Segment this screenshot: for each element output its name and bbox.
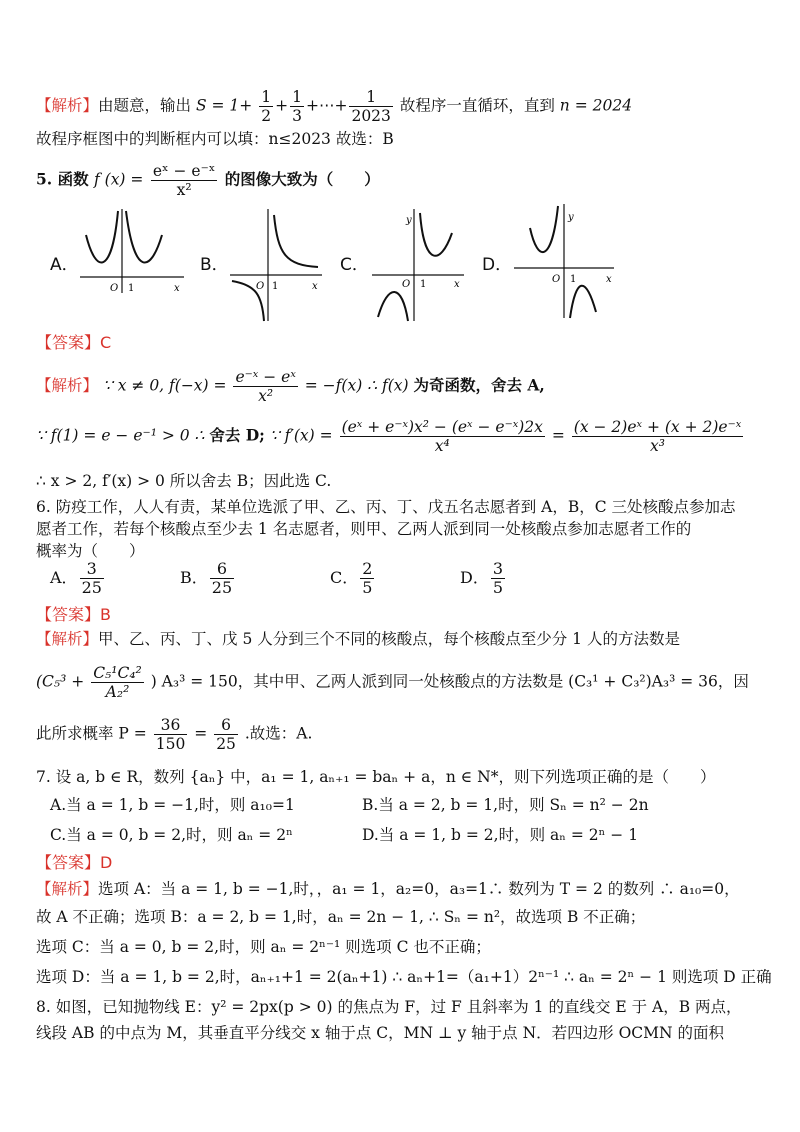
p4-analysis-line2: 故程序框图中的判断框内可以填：n≤2023 故选：B	[36, 130, 394, 148]
q7-option-d: D.当 a = 1, b = 2,时，则 aₙ = 2ⁿ − 1	[362, 826, 639, 844]
q6-analysis-line2: (C₅³ + $\frac{\text{C₅¹C₄²}}{\text{A₂²}}$ ) A₃³ = 150，其中甲、乙两人派到同一处核酸点的方法数是 (C₃¹ + C₃²)A₃³ = 36，因	[36, 664, 749, 701]
svg-text:y: y	[406, 215, 412, 226]
svg-text:x: x	[312, 281, 318, 292]
svg-text:y: y	[568, 212, 574, 223]
q7-analysis-line1: 【解析】选项 A：当 a = 1, b = −1,时，，a₁ = 1，a₂=0，a₃=1∴ 数列为 T = 2 的数列 ∴ a₁₀=0，	[36, 880, 740, 898]
q7-analysis-line2: 故 A 不正确；选项 B：a = 2, b = 1,时，aₙ = 2n − 1, ∴ Sₙ = n²，故选项 B 不正确；	[36, 908, 646, 926]
svg-text:x: x	[174, 283, 180, 294]
svg-text:x: x	[454, 279, 460, 290]
svg-text:O: O	[256, 281, 265, 292]
svg-text:O: O	[110, 283, 119, 294]
svg-text:1: 1	[570, 274, 577, 285]
q6-answer: 【答案】B	[36, 605, 111, 624]
p4-analysis-line1: 【解析】由题意，输出 S = 1+ $\frac{1}{2}$ + $\frac{1}{3}$ +⋯+ $\frac{1}{2023}$ 故程序一直循环，直到 n = 2024	[36, 88, 633, 125]
q7-analysis-line4: 选项 D：当 a = 1, b = 2,时，aₙ₊₁+1 = 2(aₙ+1) ∴ aₙ+1=（a₁+1）2ⁿ⁻¹ ∴ aₙ = 2ⁿ − 1 则选项 D 正确	[36, 968, 772, 986]
q5-option-d-label: D．	[482, 255, 513, 275]
q7-option-a: A.当 a = 1, b = −1,时，则 a₁₀=1	[50, 796, 295, 814]
q5-analysis-line2: ∵ f(1) = e − e⁻¹ > 0 ∴ 舍去 D; ∵ f′(x) = $\frac{\text{(eˣ + e⁻ˣ)x² − (eˣ − e⁻ˣ)2x}}{\text{x⁴}}$ = $\frac{\text{(x − 2)eˣ + (x + 2)e⁻ˣ}}{\text{x³}}$	[36, 418, 742, 455]
q5-graph-a	[78, 205, 188, 295]
q6-option-c: C． $\frac{2}{5}$	[330, 559, 373, 597]
svg-text:O: O	[552, 274, 561, 285]
q5-analysis-line1: 【解析】 ∵ x ≠ 0, f(−x) = $\frac{\text{e⁻ˣ − eˣ}}{\text{x²}}$ = −f(x) ∴ f(x) 为奇函数，舍去 A,	[36, 368, 545, 405]
q5-analysis-line3: ∴ x > 2, f′(x) > 0 所以舍去 B；因此选 C.	[36, 472, 332, 490]
svg-text:1: 1	[272, 281, 279, 292]
q6-analysis-line1: 【解析】甲、乙、丙、丁、戊 5 人分到三个不同的核酸点，每个核酸点至少分 1 人的方法数是	[36, 630, 680, 648]
q5-stem: 5. 函数 f (x) = $\frac{\text{eˣ − e⁻ˣ}}{\text{x²}}$ 的图像大致为（ ）	[36, 162, 380, 199]
svg-text:1: 1	[420, 279, 427, 290]
q6-option-b: B． $\frac{6}{25}$	[180, 559, 233, 597]
analysis-tag: 【解析】	[36, 96, 99, 115]
q6-stem-line3: 概率为（ ）	[36, 542, 145, 560]
q6-analysis-line3: 此所求概率 P = $\frac{36}{150}$ = $\frac{6}{25}$ .故选：A.	[36, 716, 313, 753]
q5-fraction: $\frac{\text{eˣ − e⁻ˣ}}{\text{x²}}$	[152, 162, 216, 199]
q7-stem: 7. 设 a, b ∈ R，数列 {aₙ} 中，a₁ = 1, aₙ₊₁ = baₙ + a，n ∈ N*，则下列选项正确的是（ ）	[36, 768, 716, 786]
q5-option-a-label: A．	[50, 255, 79, 275]
q5-graph-b	[226, 205, 326, 325]
q5-answer: 【答案】C	[36, 333, 112, 352]
q8-stem-line2: 线段 AB 的中点为 M，其垂直平分线交 x 轴于点 C，MN ⊥ y 轴于点 N．若四边形 OCMN 的面积	[36, 1024, 725, 1042]
q5-graph-d	[510, 200, 620, 322]
svg-text:O: O	[402, 279, 411, 290]
q5-option-b-label: B．	[200, 255, 229, 275]
q5-option-c-label: C．	[340, 255, 369, 275]
q7-analysis-line3: 选项 C：当 a = 0, b = 2,时，则 aₙ = 2ⁿ⁻¹ 则选项 C 也不正确；	[36, 938, 491, 956]
q6-stem-line2: 愿者工作，若每个核酸点至少去 1 名志愿者，则甲、乙两人派到同一处核酸点参加志愿者工作的	[36, 520, 692, 538]
svg-text:x: x	[606, 274, 612, 285]
q6-option-d: D． $\frac{3}{5}$	[460, 559, 504, 597]
q7-option-b: B.当 a = 2, b = 1,时，则 Sₙ = n² − 2n	[362, 796, 649, 814]
svg-text:1: 1	[128, 283, 135, 294]
q6-option-a: A． $\frac{3}{25}$	[50, 559, 102, 597]
q6-stem-line1: 6. 防疫工作，人人有责，某单位选派了甲、乙、丙、丁、戊五名志愿者到 A，B，C 三处核酸点参加志	[36, 498, 736, 516]
frac-1-2: $\frac{1}{2}$	[261, 88, 272, 125]
q7-answer: 【答案】D	[36, 853, 113, 872]
q5-graph-c	[368, 205, 468, 325]
q7-option-c: C.当 a = 0, b = 2,时，则 aₙ = 2ⁿ	[50, 826, 293, 844]
q8-stem-line1: 8. 如图，已知抛物线 E：y² = 2px(p > 0) 的焦点为 F，过 F 且斜率为 1 的直线交 E 于 A，B 两点，	[36, 998, 742, 1016]
